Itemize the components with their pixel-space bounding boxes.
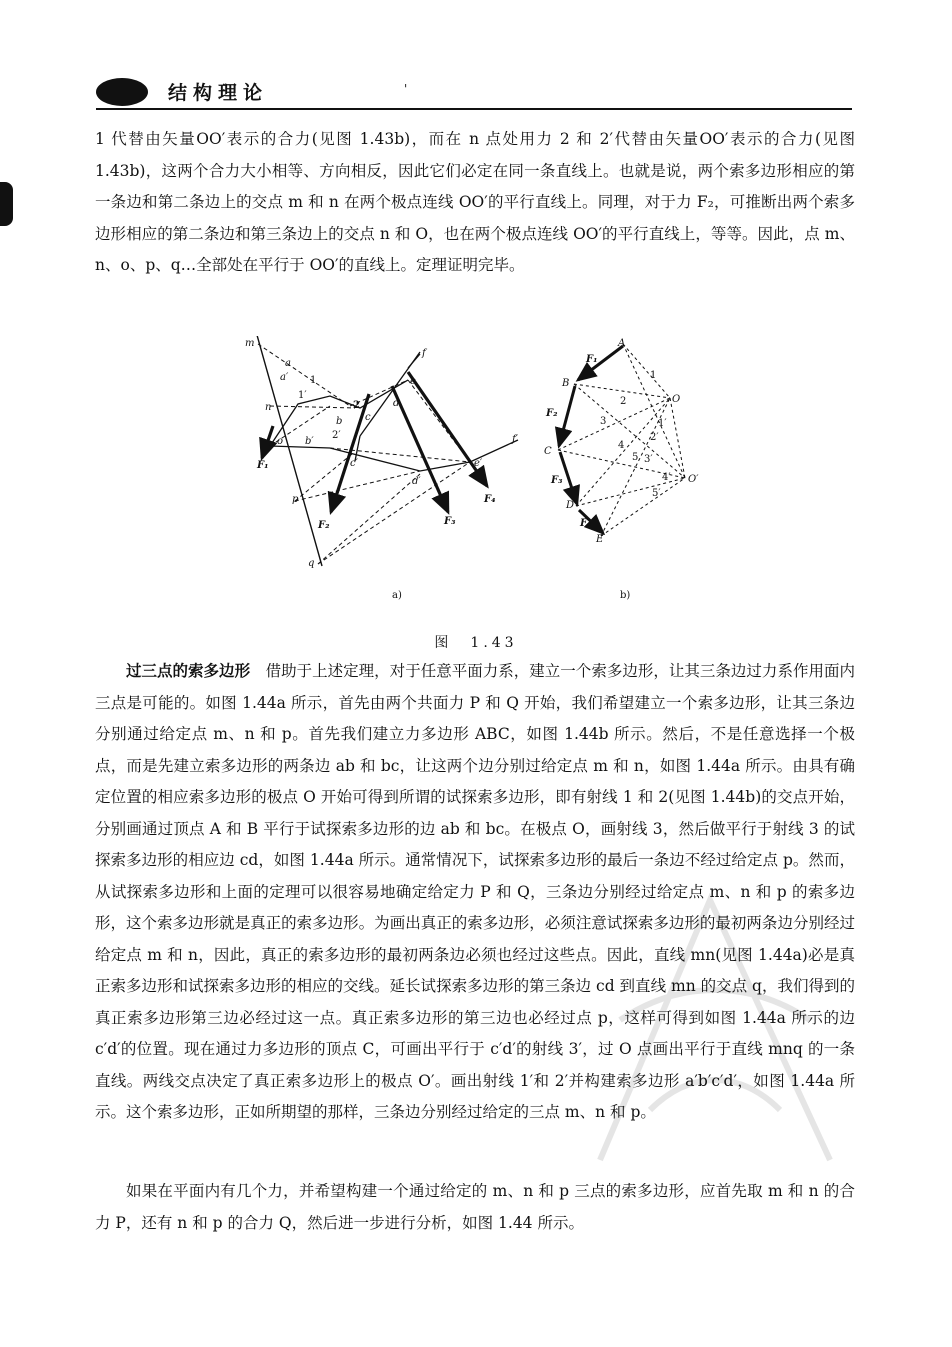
ray-B-O1 [574,384,685,478]
label-c-prime: c′ [350,458,358,469]
header-rule [96,108,852,110]
force-polygon-F2 [559,386,575,446]
label-e: e [410,376,416,387]
label-ray-5-prime-b: 5′ [652,488,661,499]
label-f-prime: f′ [512,434,518,445]
figure-1-43 [240,336,710,606]
page-edge-tab [0,182,13,226]
force-polygon-F3 [560,452,577,504]
label-B: B [562,378,570,389]
line-O-O1 [670,398,685,478]
label-m: m [245,338,255,349]
caption-sub-b: b) [620,590,631,601]
cable-edge-ef [408,354,420,368]
label-f: f [422,348,426,359]
paragraph-text: 1 代替由矢量OO′表示的合力(见图 1.43b)，而在 n 点处用力 2 和 2′代替由矢量OO′表示的合力(见图 1.43b)，这两个合力大小相等、方向相反，因此它们必定在同一条直线上。也就是说，两个索多边形相应的第一条边和第二条边上的交点 m 和 n 在两个极点连线 OO′的平行直线上。同理，对于力 F₂，可推断出两个索多边形相应的第二条边和第三条边上的交点 n 和 O，也在两个极点连线 OO′的平行直线上，等等。因此，点 m、n、o、p、q…全部处在平行于 OO′的直线上。定理证明完毕。 [95,130,855,274]
label-D: D [566,500,575,511]
dashed-line-qd [318,474,420,564]
label-ray-2: 2 [353,400,360,411]
paragraph-text: 如果在平面内有几个力，并希望构建一个通过给定的 m、n 和 p 三点的索多边形，应首先取 m 和 n 的合力 P，还有 n 和 p 的合力 Q，然后进一步进行分析，如图 1.44 所示。 [95,1182,855,1232]
label-F4: F₄ [484,494,496,505]
label-ray-1-prime-b: 1′ [658,418,667,429]
ray-E-O1 [601,478,685,536]
label-a: a [285,358,291,369]
label-ray-4-prime-b: 4′ [662,472,671,483]
label-F1: F₁ [257,460,269,471]
force-F1-arrow [262,426,273,458]
force-F3-arrow [392,386,448,512]
label-q: q [308,558,315,569]
figure-b [544,338,699,601]
header-chapter-marker [96,78,148,106]
header-title: 结构理论 [168,82,269,104]
label-d-prime: d′ [412,476,421,487]
dashed-line-n [270,406,355,408]
label-ray-4-b: 4 [618,440,625,451]
label-O: O [672,394,681,405]
label-ray-2-b: 2 [620,396,627,407]
label-e-prime: e′ [474,458,483,469]
label-E: E [596,534,604,545]
header-stray-mark: ' [404,82,408,96]
label-ray-2-prime: 2′ [332,430,341,441]
label-F3-b: F₃ [551,475,563,486]
force-polygon-F1 [578,346,623,380]
label-b-prime: b′ [305,436,314,447]
paragraph-body: 借助于上述定理，对于任意平面力系，建立一个索多边形，让其三条边过力系作用面内三点是可能的。如图 1.44a 所示，首先由两个共面力 P 和 Q 开始，我们希望建立一个索多边形，让其三条边分别通过给定点 m、n 和 p。首先我们建立力多边形 ABC，如图 1.44b 所示。然后，不是任意选择一个极点，而是先建立索多边形的两条边 ab 和 bc，让这两个边分别过给定点 m 和 n，如图 1.44a 所示。由具有确定位置的相应索多边形的极点 O 开始可得到所谓的试探索多边形，即有射线 1 和 2(见图 1.44b)的交点开始，分别画通过顶点 A 和 B 平行于试探索多边形的边 ab 和 bc。在极点 O，画射线 3，然后做平行于射线 3 的试探索多边形的相应边 cd，如图 1.44a 所示。通常情况下，试探索多边形的最后一条边不经过给定点 p。然而，从试探索多边形和上面的定理可以很容易地确定给定力 P 和 Q，三条边分别经过给定点 m、n 和 p 的索多边形，这个索多边形就是真正的索多边形。为画出真正的索多边形，必须注意试探索多边形的最初两条边分别经过给定点 m 和 n，因此，真正的索多边形的最初两条边必须也经过这些点。因此，直线 mn(见图 1.44a)必是真正索多边形和试探索多边形的相应的交线。延长试探索多边形的第三条边 cd 到直线 mn 的交点 q，我们得到的真正索多边形第三边必经过这一点。真正索多边形的第三边也必经过点 p，这样可得到如图 1.44a 所示的边 c′d′的位置。现在通过力多边形的顶点 C，可画出平行于 c′d′的射线 3′，过 O 点画出平行于直线 mnq 的一条直线。两线交点决定了真正索多边形上的极点 O′。画出射线 1′和 2′并构建索多边形 a′b′c′d′，如图 1.44a 所示。这个索多边形，正如所期望的那样，三条边分别经过给定的三点 m、n 和 p。 [95,662,855,1121]
label-ray-1-prime: 1′ [298,390,307,401]
label-F3: F₃ [444,516,456,527]
figure-a [245,336,519,601]
figure-caption: 图 1.43 [434,635,518,651]
label-ray-2-prime-b: 2′ [650,432,659,443]
label-ray-1-b: 1 [650,370,657,381]
label-A: A [618,338,626,349]
label-C: C [544,446,552,457]
label-a-prime: a′ [280,372,289,383]
label-c: c [365,412,371,423]
label-ray-3-prime-b: 3′ [644,454,653,465]
paragraph-three-point-cable-polygon [95,656,855,1129]
label-F2-b: F₂ [546,408,558,419]
paragraph-several-forces [95,1176,855,1239]
label-F2: F₂ [318,520,330,531]
label-o: o [277,436,284,447]
label-ray-5-b: 5 [632,452,639,463]
caption-sub-a: a) [392,590,402,601]
paragraph-proof-conclusion [95,124,855,282]
running-header [96,74,852,110]
label-F4-b: F₄ [580,518,592,529]
label-d: d [393,398,400,409]
paragraph-lead: 过三点的索多边形 [126,662,251,680]
label-n: n [265,402,272,413]
label-F1-b: F₁ [586,354,598,365]
label-ray-3-b: 3 [600,416,607,427]
paragraph-text [95,656,855,1129]
label-b: b [336,416,343,427]
label-p: p [292,494,299,505]
label-ray-1: 1 [310,375,317,386]
dashed-line-ee [408,380,470,462]
label-O-prime: O′ [688,474,699,485]
ray-A-O [623,344,670,398]
